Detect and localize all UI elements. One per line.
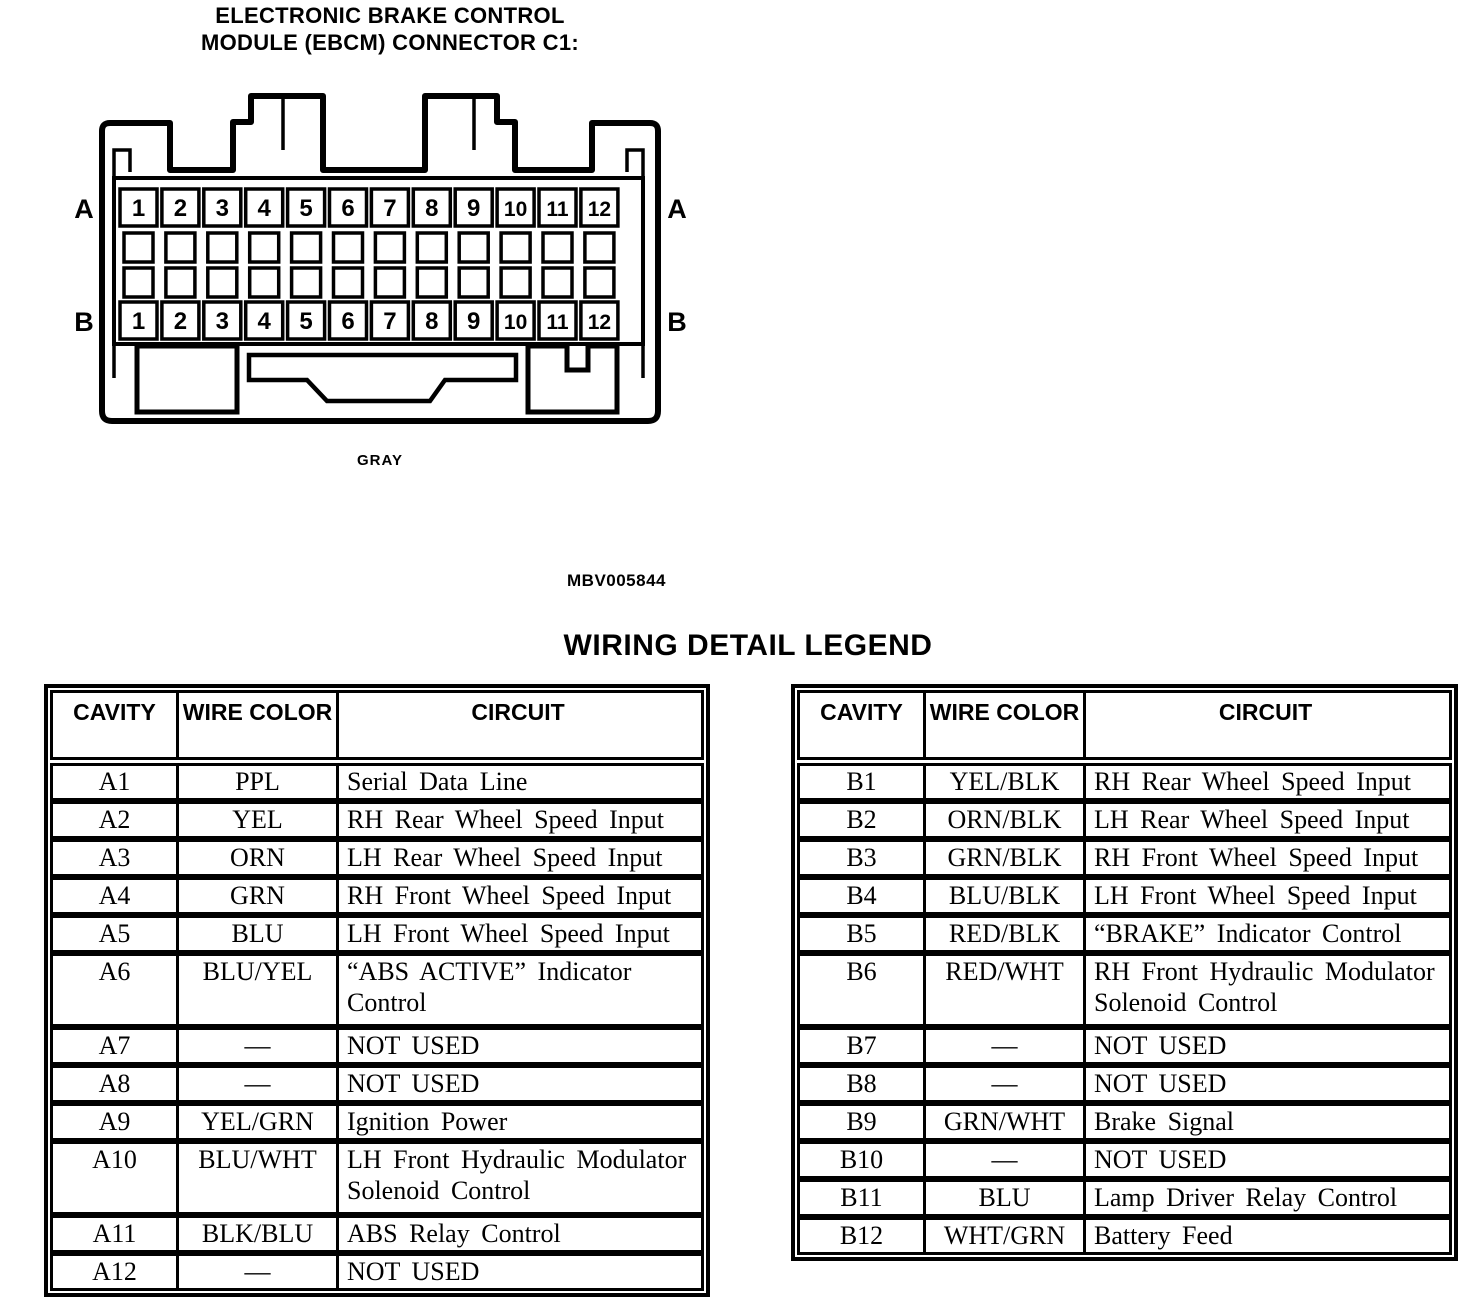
cavity-cell: B7 <box>800 1030 926 1062</box>
circuit-cell: LH Front Hydraulic Modulator Solenoid Control <box>347 1145 687 1205</box>
table-row <box>50 801 704 839</box>
pin-cell-mid <box>417 233 446 262</box>
cavity-cell: A2 <box>53 804 179 836</box>
pin-number: 3 <box>215 195 229 222</box>
circuit-cell: RH Rear Wheel Speed Input <box>1094 767 1411 796</box>
pin-number: 6 <box>341 308 355 335</box>
circuit-cell: Battery Feed <box>1094 1221 1233 1250</box>
pin-cell-mid <box>417 268 446 297</box>
table-row <box>797 839 1452 877</box>
cavity-cell: A10 <box>53 1144 179 1212</box>
circuit-cell: NOT USED <box>1094 1145 1227 1174</box>
table-row <box>50 1103 704 1141</box>
circuit-cell: LH Front Wheel Speed Input <box>1094 881 1417 910</box>
cavity-cell: B3 <box>800 842 926 874</box>
column-header-circuit: CIRCUIT <box>1218 699 1313 725</box>
table-row <box>50 953 704 1027</box>
circuit-cell: NOT USED <box>1094 1031 1227 1060</box>
wire-color-cell: — <box>926 1144 1086 1176</box>
column-header-wire-color: WIRE COLOR <box>926 693 1086 757</box>
wire-color-cell: BLU/YEL <box>179 956 339 1024</box>
wire-color-cell: BLU <box>926 1182 1086 1214</box>
table-row <box>50 915 704 953</box>
wire-color-cell: BLU <box>179 918 339 950</box>
wire-color-cell: PPL <box>179 766 339 798</box>
pin-cell-mid <box>250 233 279 262</box>
wire-color-cell: ORN <box>179 842 339 874</box>
wire-color-cell: BLU/BLK <box>926 880 1086 912</box>
wire-color-cell: WHT/GRN <box>926 1220 1086 1252</box>
cavity-cell: B12 <box>800 1220 926 1252</box>
cavity-cell: B9 <box>800 1106 926 1138</box>
pin-cell-mid <box>208 233 237 262</box>
pin-number: 2 <box>173 195 188 222</box>
wire-color-cell: — <box>179 1256 339 1288</box>
table-row <box>50 839 704 877</box>
cavity-cell: B4 <box>800 880 926 912</box>
pin-cell-mid <box>208 268 237 297</box>
cavity-cell: B5 <box>800 918 926 950</box>
pin-number: 5 <box>299 308 313 335</box>
table-row <box>797 763 1452 801</box>
wire-color-cell: GRN <box>179 880 339 912</box>
circuit-cell: “BRAKE” Indicator Control <box>1094 919 1402 948</box>
pin-cell-mid <box>124 233 153 262</box>
wire-color-cell: — <box>179 1068 339 1100</box>
pin-cell-mid <box>501 268 530 297</box>
pin-number: 9 <box>467 308 481 335</box>
page-title <box>150 2 630 56</box>
pin-number: 1 <box>131 195 146 222</box>
cavity-cell: A3 <box>53 842 179 874</box>
circuit-cell: Serial Data Line <box>347 767 528 796</box>
wire-color-cell: GRN/BLK <box>926 842 1086 874</box>
pin-cell-mid <box>166 233 195 262</box>
cavity-cell: A1 <box>53 766 179 798</box>
table-row <box>797 953 1452 1027</box>
pin-cell-mid <box>375 233 404 262</box>
cavity-cell: A6 <box>53 956 179 1024</box>
row-label-A-right: A <box>667 194 687 224</box>
wire-color-cell: YEL <box>179 804 339 836</box>
page-title-line2: MODULE (EBCM) CONNECTOR C1: <box>200 30 580 55</box>
pin-cell-mid <box>334 233 363 262</box>
table-row <box>797 1217 1452 1255</box>
cavity-cell: A11 <box>53 1218 179 1250</box>
circuit-cell: RH Front Wheel Speed Input <box>1094 843 1419 872</box>
legend-table-right <box>791 684 1458 1261</box>
row-label-B-right: B <box>667 307 687 337</box>
cavity-cell: A8 <box>53 1068 179 1100</box>
table-row <box>797 1065 1452 1103</box>
connector-key-left <box>137 346 237 412</box>
wire-color-cell: — <box>926 1068 1086 1100</box>
wire-color-cell: GRN/WHT <box>926 1106 1086 1138</box>
pin-number: 7 <box>383 308 397 335</box>
pin-number: 1 <box>131 308 146 335</box>
cavity-cell: B11 <box>800 1182 926 1214</box>
pin-number: 7 <box>383 195 397 222</box>
cavity-cell: B2 <box>800 804 926 836</box>
circuit-cell: NOT USED <box>1094 1069 1227 1098</box>
table-row <box>50 763 704 801</box>
pin-cell-mid <box>334 268 363 297</box>
pin-cell-mid <box>250 268 279 297</box>
column-header-wire-color: WIRE COLOR <box>179 693 339 757</box>
circuit-cell: Brake Signal <box>1094 1107 1235 1136</box>
table-row <box>797 801 1452 839</box>
pin-cell-mid <box>459 268 488 297</box>
cavity-cell: B1 <box>800 766 926 798</box>
table-row <box>797 1179 1452 1217</box>
pin-number: 3 <box>215 308 229 335</box>
pin-number: 12 <box>587 311 612 334</box>
cavity-cell: A9 <box>53 1106 179 1138</box>
circuit-cell: Ignition Power <box>347 1107 508 1136</box>
pin-number: 10 <box>503 311 528 334</box>
pin-cell-mid <box>501 233 530 262</box>
cavity-cell: B10 <box>800 1144 926 1176</box>
table-row <box>797 877 1452 915</box>
table-row <box>50 1027 704 1065</box>
wire-color-cell: ORN/BLK <box>926 804 1086 836</box>
wire-color-cell: — <box>926 1030 1086 1062</box>
cavity-cell: B8 <box>800 1068 926 1100</box>
wire-color-cell: BLU/WHT <box>179 1144 339 1212</box>
pin-number: 6 <box>341 195 355 222</box>
pin-cell-mid <box>585 233 614 262</box>
circuit-cell: RH Front Hydraulic Modulator Solenoid Control <box>1094 957 1435 1017</box>
pin-number: 11 <box>546 198 569 221</box>
cavity-cell: A12 <box>53 1256 179 1288</box>
cavity-cell: A5 <box>53 918 179 950</box>
pin-cell-mid <box>543 233 572 262</box>
pin-cell-mid <box>124 268 153 297</box>
pin-number: 11 <box>546 311 569 334</box>
circuit-cell: LH Front Wheel Speed Input <box>347 919 670 948</box>
circuit-cell: LH Rear Wheel Speed Input <box>1094 805 1410 834</box>
pin-number: 5 <box>299 195 313 222</box>
table-row <box>50 1141 704 1215</box>
table-row <box>797 915 1452 953</box>
circuit-cell: RH Front Wheel Speed Input <box>347 881 672 910</box>
circuit-cell: RH Rear Wheel Speed Input <box>347 805 664 834</box>
table-row <box>797 1141 1452 1179</box>
legend-table-left <box>44 684 710 1297</box>
figure-code: MBV005844 <box>567 571 667 590</box>
table-row <box>50 1065 704 1103</box>
table-row <box>50 1215 704 1253</box>
pin-number: 8 <box>425 195 439 222</box>
pin-number: 10 <box>503 198 528 221</box>
circuit-cell: NOT USED <box>347 1257 480 1286</box>
pin-number: 9 <box>467 195 481 222</box>
table-row <box>797 1103 1452 1141</box>
pin-cell-mid <box>459 233 488 262</box>
wire-color-cell: — <box>179 1030 339 1062</box>
pin-number: 4 <box>257 195 271 222</box>
circuit-cell: ABS Relay Control <box>347 1219 561 1248</box>
wire-color-cell: RED/WHT <box>926 956 1086 1024</box>
cavity-cell: A7 <box>53 1030 179 1062</box>
table-row <box>797 1027 1452 1065</box>
row-label-A-left: A <box>74 194 94 224</box>
pin-number: 8 <box>425 308 439 335</box>
column-header-circuit: CIRCUIT <box>471 699 565 725</box>
circuit-cell: NOT USED <box>347 1069 480 1098</box>
cavity-cell: A4 <box>53 880 179 912</box>
connector-diagram <box>55 78 725 450</box>
legend-header-row <box>797 690 1452 760</box>
pin-number: 12 <box>587 198 612 221</box>
table-row <box>50 877 704 915</box>
pin-cell-mid <box>292 268 321 297</box>
circuit-cell: Lamp Driver Relay Control <box>1094 1183 1398 1212</box>
wire-color-cell: YEL/BLK <box>926 766 1086 798</box>
wire-color-cell: BLK/BLU <box>179 1218 339 1250</box>
legend-heading: WIRING DETAIL LEGEND <box>563 629 933 662</box>
circuit-cell: “ABS ACTIVE” Indicator Control <box>347 957 632 1017</box>
connector-color-label: GRAY <box>357 452 403 469</box>
table-row <box>50 1253 704 1291</box>
column-header-cavity: CAVITY <box>800 693 926 757</box>
pin-cell-mid <box>543 268 572 297</box>
wire-color-cell: RED/BLK <box>926 918 1086 950</box>
row-label-B-left: B <box>74 307 94 337</box>
pin-number: 4 <box>257 308 271 335</box>
circuit-cell: NOT USED <box>347 1031 480 1060</box>
pin-cell-mid <box>166 268 195 297</box>
cavity-cell: B6 <box>800 956 926 1024</box>
pin-number: 2 <box>173 308 188 335</box>
column-header-cavity: CAVITY <box>53 693 179 757</box>
pin-cell-mid <box>375 268 404 297</box>
page-title-line1: ELECTRONIC BRAKE CONTROL <box>215 3 565 28</box>
circuit-cell: LH Rear Wheel Speed Input <box>347 843 663 872</box>
pin-cell-mid <box>585 268 614 297</box>
legend-header-row <box>50 690 704 760</box>
pin-cell-mid <box>292 233 321 262</box>
wire-color-cell: YEL/GRN <box>179 1106 339 1138</box>
